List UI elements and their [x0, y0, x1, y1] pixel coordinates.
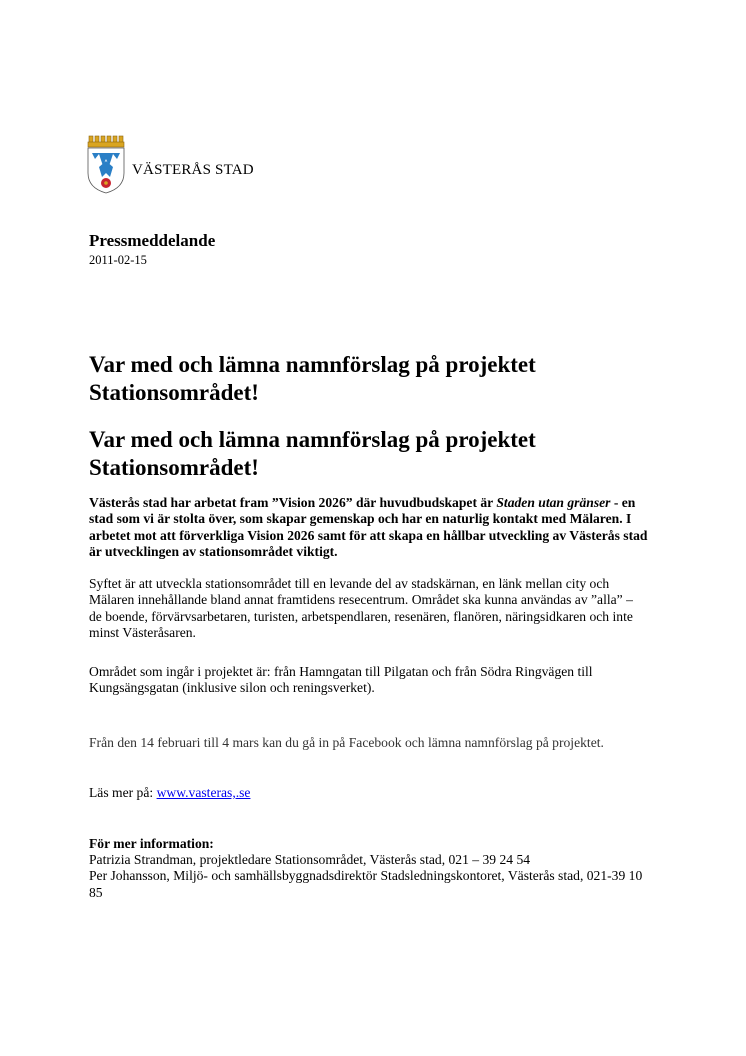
contact-person: Patrizia Strandman, projektledare Stationsområdet, Västerås stad, 021 – 39 24 54	[89, 852, 531, 867]
body-paragraph-purpose: Syftet är att utveckla stationsområdet till en levande del av stadskärnan, en länk mellan city och Mälaren innehållande bland annat framtidens resecentrum. Området ska kunna användas av ”alla” – de boende, förvärvsarbetaren, turisten, arbetspendlaren, resenären, flanören, näringsidkaren och inte minst Västeråsaren.	[89, 576, 633, 640]
website-link[interactable]: www.vasteras,.se	[156, 785, 251, 800]
lead-paragraph	[89, 495, 649, 560]
lead-text-start: Västerås stad har arbetat fram ”Vision 2026” där huvudbudskapet är	[89, 495, 497, 510]
contact-list	[89, 852, 649, 901]
headline: Var med och lämna namnförslag på projektet Stationsområdet!	[89, 352, 536, 405]
lead-italic-phrase: Staden utan gränser	[496, 495, 611, 510]
press-release-date: 2011-02-15	[89, 253, 147, 267]
body-paragraph-area: Området som ingår i projektet är: från Hamngatan till Pilgatan och från Södra Ringvägen till Kungsängsgatan (inklusive silon och reningsverket).	[89, 664, 593, 696]
headline-repeat: Var med och lämna namnförslag på projektet Stationsområdet!	[89, 427, 536, 480]
vasteras-coat-of-arms-icon	[86, 133, 126, 195]
read-more-label: Läs mer på:	[89, 785, 157, 800]
organization-name: VÄSTERÅS STAD	[132, 161, 254, 178]
read-more-line	[89, 785, 649, 801]
press-release-label: Pressmeddelande	[89, 231, 216, 250]
body-paragraph-facebook: Från den 14 februari till 4 mars kan du gå in på Facebook och lämna namnförslag på projektet.	[89, 735, 604, 750]
lead-text-end: - en stad som vi är stolta över, som skapar gemenskap och har en naturlig kontakt med Mälaren. I arbetet mot att förverkliga Vision 2026 samt för att skapa en hållbar utveckling av Västerås stad är utvecklingen av stationsområdet viktigt.	[89, 495, 648, 559]
logo	[86, 133, 254, 195]
contact-person: Per Johansson, Miljö- och samhällsbyggnadsdirektör Stadsledningskontoret, Västerås stad, 021-39 10 85	[89, 868, 643, 900]
contact-heading: För mer information:	[89, 836, 214, 851]
